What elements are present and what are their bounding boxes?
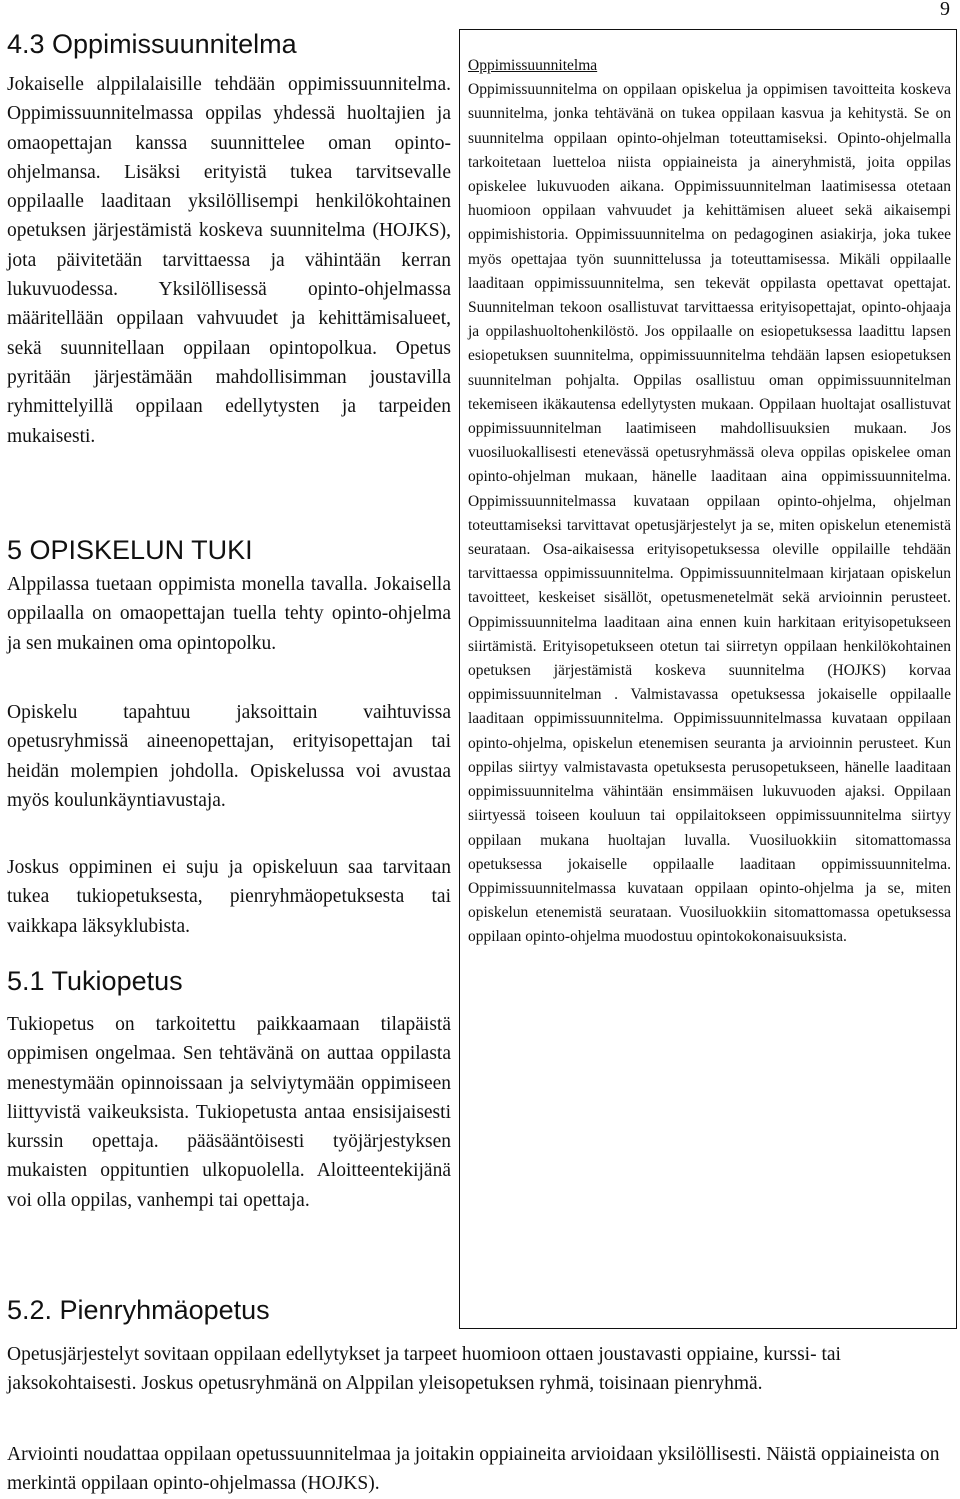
sidebar-title: Oppimissuunnitelma — [468, 57, 598, 74]
paragraph-5-b: Opiskelu tapahtuu jaksoittain vaihtuvissa opetusryhmissä aineenopettajan, erityisopettajan tai heidän molempien johdolla. Opiskelussa voi avustaa myös koulunkäyntiavustaja. — [7, 702, 451, 811]
paragraph-5-2-a: Opetusjärjestelyt sovitaan oppilaan edellytykset ja tarpeet huomioon ottaen joustavasti oppiaine, kurssi- tai jaksokohtaisesti. Joskus opetusryhmänä on Alppilan yleisopetuksen ryhmä, toisinaan pienryhmä. — [7, 1344, 841, 1395]
paragraph-5-2-b: Arviointi noudattaa oppilaan opetussuunnitelmaa ja joitakin oppiaineita arvioidaan yksilöllisesti. Näistä oppiaineista on merkintä oppilaan opinto-ohjelmassa (HOJKS). — [7, 1444, 940, 1495]
paragraph-4-3: Jokaiselle alppilalaisille tehdään oppimissuunnitelma. Oppimissuunnitelmassa oppilas yhdessä huoltajien ja omaopettajan kanssa suunnittelee oman opinto-ohjelmansa. Lisäksi erityistä tukea tarvitsevalle oppilaalle laaditaan yksilöllisempi henkilökohtainen opetuksen järjestämistä koskeva suunnitelma (HOJKS), jota päivitetään tarvittaessa ja vähintään kerran lukuvuodessa. Yksilöllisessä opinto-ohjelmassa määritellään oppilaan vahvuudet ja kehittämisalueet, sekä suunnitellaan oppilaan opintopolkua. Opetus pyritään järjestämään mahdollisimman joustavilla ryhmittelyillä oppilaan edellytysten ja tarpeiden mukaisesti. — [7, 74, 451, 447]
paragraph-5-1: Tukiopetus on tarkoitettu paikkaamaan tilapäistä oppimisen ongelmaa. Sen tehtävänä on auttaa oppilasta menestymään opinnoissaan ja selviytymään oppimiseen liittyvistä vaikeuksista. Tukiopetusta antaa ensisijaisesti kurssin opettaja. pääsääntöisesti työjärjestyksen mukaisten oppituntien ulkopuolella. Aloitteentekijänä voi olla oppilas, vanhempi tai opettaja. — [7, 1014, 451, 1211]
heading-5-1: 5.1 Tukiopetus — [7, 966, 183, 996]
paragraph-5-a: Alppilassa tuetaan oppimista monella tavalla. Jokaisella oppilaalla on omaopettajan tuella tehty opinto-ohjelma ja sen mukainen oma opintopolku. — [7, 574, 451, 654]
sidebar-box — [459, 29, 957, 1329]
page-number: 9 — [940, 0, 950, 20]
sidebar-body: Oppimissuunnitelma on oppilaan opiskelua ja oppimisen tavoitteita koskeva suunnitelma, jonka tehtävänä on tukea oppilaan kasvua ja kehitystä. Se on suunnitelma oppilaan opinto-ohjelman toteuttamiseksi. Opinto-ohjelmalla tarkoitetaan luetteloa niista oppiaineista ja aineryhmistä, joita oppilas opiskelee lukuvuoden aikana. Oppimissuunnitelman laatimisessa otetaan huomioon oppilaan vahvuudet ja kehittämisen alueet sekä aikaisempi oppimishistoria. Oppimissuunnitelma on pedagoginen asiakirja, joka tukee myös opettajaa työn suunnittelussa ja toteuttamisessa. Mikäli oppilaalle laaditaan oppimissuunnitelma, sen tekevät oppilasta opettavat opettajat. Suunnitelman tekoon osallistuvat tarvittaessa erityisopettajat, opinto-ohjaaja ja oppilashuoltohenkilöstö. Jos oppilaalle on esiopetuksessa laadittu lapsen esiopetuksen suunnitelma, oppimissuunnitelma tehdään lapsen esiopetuksen suunnitelman pohjalta. Oppilas osallistuu oman oppimissuunnitelman tekemiseen ikäkautensa edellytysten mukaan. Oppilaan huoltajat osallistuvat oppimissuunnitelman laatimiseen mahdollisuuksien mukaan. Jos vuosiluokallisesti etenevässä opetusryhmässä oleva oppilas opiskelee oman opinto-ohjelman mukaan, hänelle laaditaan aina oppimissuunnitelma. Oppimissuunnitelmassa kuvataan oppilaan opinto-ohjelma, ohjelman toteuttamiseksi tarvittavat opetusjärjestelyt ja se, miten opiskelun etenemistä seurataan. Osa-aikaisessa erityisopetuksessa oleville oppilaille tehdään tarvittaessa oppimissuunnitelma. Oppimissuunnitelmaan kirjataan opiskelun tavoitteet, keskeiset sisällöt, opetusmenetelmät sekä arvioinnin perusteet. Oppimissuunnitelma laaditaan aina ennen kuin harkitaan erityisopetukseen siirtämistä. Erityisopetukseen otetun tai siirretyn oppilaan henkilökohtainen opetuksen järjestämistä koskeva suunnitelma (HOJKS) korvaa oppimissuunnitelman . Valmistavassa opetuksessa jokaiselle oppilaalle laaditaan oppimissuunnitelma. Oppimissuunnitelmassa kuvataan oppilaan opinto-ohjelma, opiskelun etenemisen seuranta ja arvioinnin perusteet. Kun oppilas siirtyy valmistavasta opetuksesta perusopetukseen, hänelle laaditaan oppimissuunnitelma vähintään ensimmäisen lukuvuoden ajaksi. Oppilaan siirtyessä toiseen kouluun tai oppilaitokseen oppimissuunnitelma siirtyy oppilaan mukana huoltajan luvalla. Vuosiluokkiin sitomattomassa opetuksessa jokaiselle oppilaalle laaditaan oppimissuunnitelma. Oppimissuunnitelmassa kuvataan oppilaan opinto-ohjelma ja se, miten opiskelun etenemistä seurataan. Vuosiluokkiin sitomattomassa opetuksessa oppilaan opinto-ohjelma muodostuu opintokokonaisuuksista. — [468, 81, 951, 946]
paragraph-5-c: Joskus oppiminen ei suju ja opiskeluun saa tarvitaan tukea tukiopetuksesta, pienryhmäopetuksesta tai vaikkapa läksyklubista. — [7, 857, 451, 937]
heading-5-2: 5.2. Pienryhmäopetus — [7, 1295, 270, 1325]
heading-5: 5 OPISKELUN TUKI — [7, 535, 253, 565]
heading-4-3: 4.3 Oppimissuunnitelma — [7, 29, 297, 59]
